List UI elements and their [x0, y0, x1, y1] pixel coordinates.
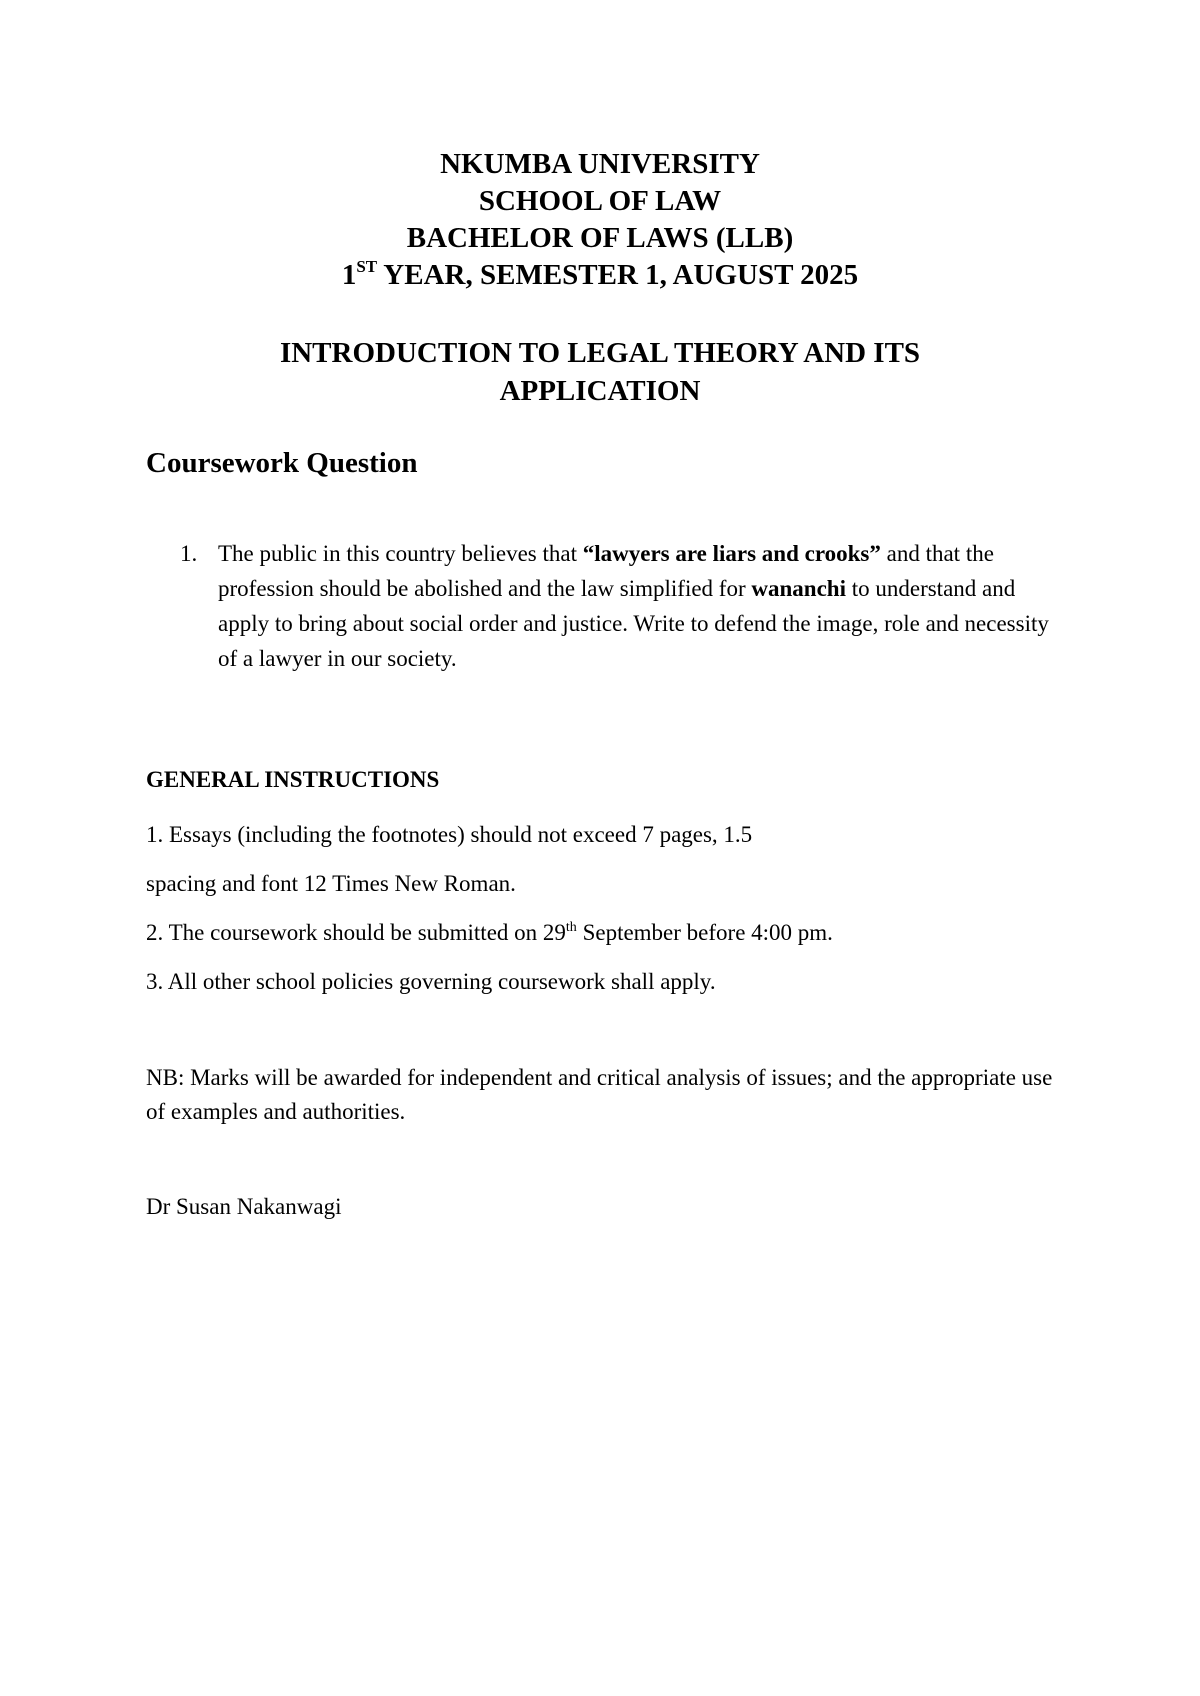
- course-title-line-1: INTRODUCTION TO LEGAL THEORY AND ITS: [279, 337, 921, 369]
- coursework-heading: Coursework Question: [146, 447, 418, 479]
- question-text: [218, 536, 1066, 676]
- document-header: [0, 146, 1200, 294]
- lecturer-signature-name: Dr Susan Nakanwagi: [146, 1194, 342, 1219]
- year-number: 1: [341, 259, 357, 291]
- question-number: 1.: [180, 541, 198, 566]
- instruction-1-line-2: spacing and font 12 Times New Roman.: [146, 871, 516, 896]
- date-ordinal-suffix: th: [565, 920, 577, 935]
- year-ordinal-suffix: ST: [356, 257, 378, 276]
- instruction-1-line-1: 1. Essays (including the footnotes) should not exceed 7 pages, 1.5: [146, 822, 753, 847]
- coursework-question: [146, 536, 1066, 676]
- year-semester-text: YEAR, SEMESTER 1, AUGUST 2025: [377, 259, 859, 291]
- instruction-2-before: 2. The coursework should be submitted on 29: [146, 920, 566, 945]
- question-keyword: wananchi: [751, 576, 846, 601]
- question-text-part-1: The public in this country believes that: [218, 541, 583, 566]
- general-instructions-heading: GENERAL INSTRUCTIONS: [146, 767, 440, 792]
- instruction-2: [146, 918, 833, 948]
- question-text-part-2: and that the profession should be abolished and the law simplified for: [218, 541, 994, 601]
- instruction-3: 3. All other school policies governing coursework shall apply.: [146, 969, 716, 994]
- school-name: SCHOOL OF LAW: [478, 185, 722, 217]
- instruction-2-after: September before 4:00 pm.: [576, 920, 833, 945]
- question-text-part-3: to understand and apply to bring about social order and justice. Write to defend the image, role and necessity of a lawyer in our society.: [218, 576, 1049, 671]
- question-quote: “lawyers are liars and crooks”: [582, 541, 881, 566]
- marking-note: NB: Marks will be awarded for independent and critical analysis of issues; and the appropriate use of examples and authorities.: [146, 1065, 1053, 1124]
- programme-name: BACHELOR OF LAWS (LLB): [406, 222, 794, 254]
- course-title-line-2: APPLICATION: [499, 375, 701, 407]
- year-semester-line: [0, 257, 1200, 294]
- university-name: NKUMBA UNIVERSITY: [440, 148, 760, 180]
- course-title: [0, 334, 1200, 410]
